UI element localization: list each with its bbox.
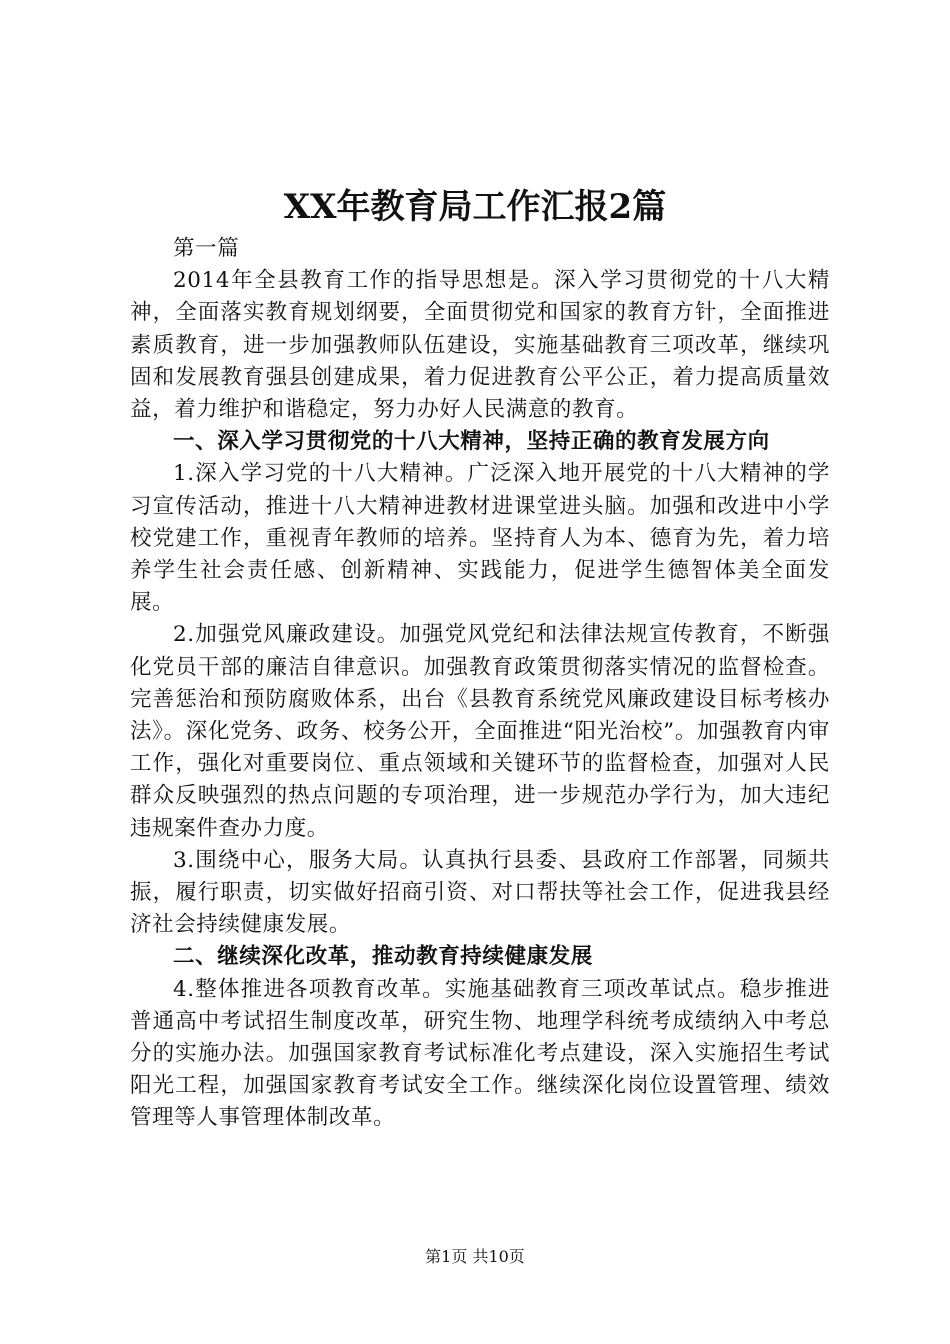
paragraph: 1.深入学习党的十八大精神。广泛深入地开展党的十八大精神的学习宣传活动，推进十八大精神进教材进课堂进头脑。加强和改进中小学校党建工作，重视青年教师的培养。坚持育人为本、德育为先，着力培养学生社会责任感、创新精神、实践能力，促进学生德智体美全面发展。 xyxy=(130,461,830,616)
document-title: XX年教育局工作汇报2篇 xyxy=(283,187,667,227)
page-footer: 第1页 共10页 xyxy=(425,1247,525,1266)
paragraph: 4.整体推进各项教育改革。实施基础教育三项改革试点。稳步推进普通高中考试招生制度改革，研究生物、地理学科统考成绩纳入中考总分的实施办法。加强国家教育考试标准化考点建设，深入实施招生考试阳光工程，加强国家教育考试安全工作。继续深化岗位设置管理、绩效管理等人事管理体制改革。 xyxy=(130,976,830,1131)
section-heading: 一、深入学习贯彻党的十八大精神，坚持正确的教育发展方向 xyxy=(173,429,770,455)
document-body xyxy=(130,233,830,1135)
paragraph: 2.加强党风廉政建设。加强党风党纪和法律法规宣传教育，不断强化党员干部的廉洁自律意识。加强教育政策贯彻落实情况的监督检查。完善惩治和预防腐败体系，出台《县教育系统党风廉政建设目标考核办法》。深化党务、政务、校务公开，全面推进“阳光治校”。加强教育内审工作，强化对重要岗位、重点领域和关键环节的监督检查，加强对人民群众反映强烈的热点问题的专项治理，进一步规范办学行为，加大违纪违规案件查办力度。 xyxy=(130,622,830,841)
paragraph: 2014年全县教育工作的指导思想是。深入学习贯彻党的十八大精神，全面落实教育规划纲要，全面贯彻党和国家的教育方针，全面推进素质教育，进一步加强教师队伍建设，实施基础教育三项改革，继续巩固和发展教育强县创建成果，着力促进教育公平公正，着力提高质量效益，着力维护和谐稳定，努力办好人民满意的教育。 xyxy=(130,268,830,423)
section-label: 第一篇 xyxy=(173,236,240,261)
paragraph: 3.围绕中心，服务大局。认真执行县委、县政府工作部署，同频共振，履行职责，切实做好招商引资、对口帮扶等社会工作，促进我县经济社会持续健康发展。 xyxy=(130,847,830,938)
section-heading: 二、继续深化改革，推动教育持续健康发展 xyxy=(173,944,593,970)
